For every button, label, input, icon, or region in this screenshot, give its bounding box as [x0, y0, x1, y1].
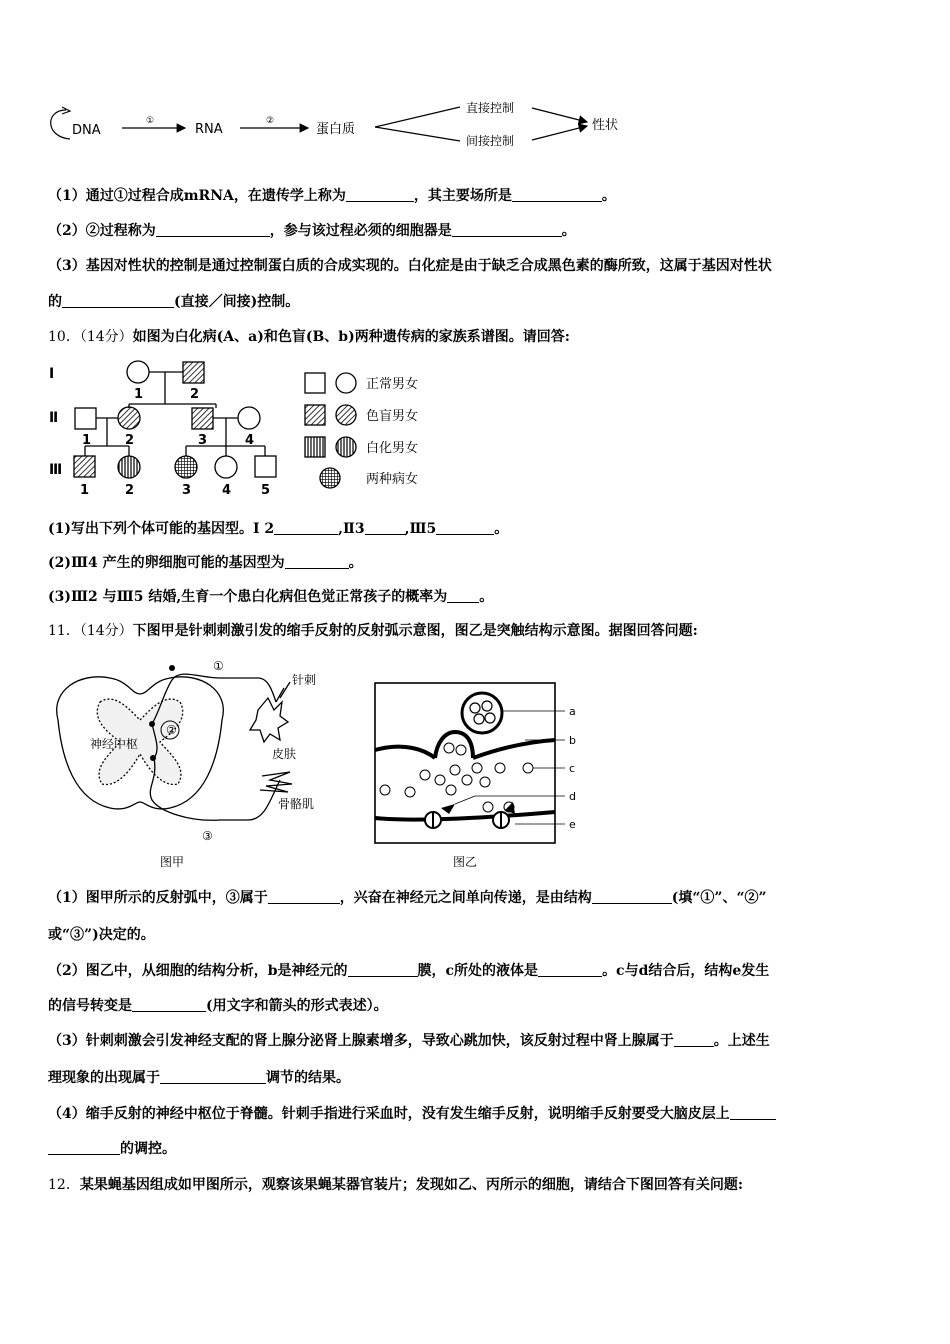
answer-blank[interactable] — [160, 1068, 266, 1084]
q11-part2-cont: 的信号转变是 (用文字和箭头的形式表述）。 — [48, 998, 388, 1014]
answer-blank[interactable] — [156, 221, 270, 237]
legend-albino: 白化男女 — [366, 441, 419, 456]
svg-text:1: 1 — [82, 433, 92, 448]
q9-part3: （3）基因对性状的控制是通过控制蛋白质的合成实现的。白化症是由于缺乏合成黑色素的酶所致，这属于基因对性状 — [48, 258, 772, 274]
answer-blank[interactable] — [365, 519, 405, 535]
q9-part3-cont: 的 (直接／间接)控制。 — [48, 294, 300, 310]
q11-part1: （1）图甲所示的反射弧中，③属于 ，兴奋在神经元之间单向传递，是由结构 (填“①”、“②” — [48, 890, 767, 906]
label-b: b — [569, 734, 576, 747]
legend-colorblind: 色盲男女 — [366, 409, 419, 424]
pedigree-I1 — [127, 361, 149, 383]
answer-blank[interactable] — [538, 961, 602, 977]
svg-text:2: 2 — [125, 433, 135, 448]
generation-1-label: Ⅰ — [49, 366, 55, 382]
q12-stem: 12．某果蝇基因组成如甲图所示，观察该果蝇某器官装片；发现如乙、丙所示的细胞，请结合下图回答有关问题: — [48, 1177, 743, 1193]
pedigree-III2 — [118, 456, 140, 478]
label-2: ② — [166, 723, 177, 737]
legend-normal: 正常男女 — [366, 377, 419, 392]
label-c: c — [569, 762, 576, 775]
q10-stem: 10．（14分）如图为白化病(A、a)和色盲(B、b)两种遗传病的家族系谱图。请回答: — [48, 329, 570, 345]
svg-text:3: 3 — [198, 433, 208, 448]
caption-yi: 图乙 — [453, 855, 478, 869]
q10-part1: (1)写出下列个体可能的基因型。Ⅰ 2 ,Ⅱ3 ,Ⅲ5 。 — [48, 521, 509, 537]
legend-both: 两种病女 — [366, 472, 419, 487]
pedigree-III5 — [255, 456, 276, 477]
svg-text:4: 4 — [245, 433, 255, 448]
gene-expression-diagram — [40, 95, 660, 155]
svg-text:2: 2 — [125, 483, 135, 498]
caption-jia: 图甲 — [160, 855, 185, 869]
direct-control-label: 直接控制 — [466, 101, 515, 115]
answer-blank[interactable] — [436, 519, 494, 535]
answer-blank[interactable] — [274, 519, 338, 535]
label-1: ① — [213, 659, 224, 673]
q11-part3: （3）针刺刺激会引发神经支配的肾上腺分泌肾上腺素增多，导致心跳加快，该反射过程中肾上腺属于 。上述生 — [48, 1033, 770, 1049]
question-number: 10．（14分） — [48, 329, 133, 345]
answer-blank[interactable] — [447, 587, 479, 603]
q11-part1-cont: 或“③”)决定的。 — [48, 927, 155, 943]
svg-text:3: 3 — [182, 483, 192, 498]
answer-blank[interactable] — [592, 888, 672, 904]
label-muscle: 骨骼肌 — [278, 797, 315, 811]
pedigree-II3 — [192, 408, 213, 429]
pedigree-chart — [40, 356, 440, 504]
protein-label: 蛋白质 — [316, 122, 356, 137]
pedigree-legend — [305, 373, 356, 488]
svg-text:1: 1 — [134, 387, 144, 402]
pedigree-I2 — [183, 362, 204, 383]
answer-blank[interactable] — [348, 961, 418, 977]
q9-part2: （2）②过程称为 ，参与该过程必须的细胞器是 。 — [48, 223, 576, 239]
svg-text:2: 2 — [190, 387, 200, 402]
q10-part2: (2)Ⅲ4 产生的卵细胞可能的基因型为 。 — [48, 555, 363, 571]
label-needle: 针刺 — [292, 673, 317, 687]
svg-text:5: 5 — [261, 483, 271, 498]
pedigree-II2 — [118, 407, 140, 429]
answer-blank[interactable] — [674, 1031, 714, 1047]
synapse-figure — [365, 680, 595, 875]
answer-blank[interactable] — [132, 996, 206, 1012]
question-number: 11．（14分） — [48, 623, 133, 639]
q11-stem: 11．（14分）下图甲是针刺刺激引发的缩手反射的反射弧示意图，图乙是突触结构示意图。据图回答问题: — [48, 623, 698, 639]
reflex-arc-figure — [40, 650, 340, 875]
step1-label: ① — [146, 116, 155, 126]
label-e: e — [569, 818, 576, 831]
q9-part1: （1）通过①过程合成mRNA，在遗传学上称为 ，其主要场所是 。 — [48, 188, 616, 204]
answer-blank[interactable] — [730, 1104, 776, 1120]
rna-label: RNA — [195, 122, 223, 137]
pedigree-III4 — [215, 456, 237, 478]
answer-blank[interactable] — [48, 1139, 120, 1155]
generation-2-label: Ⅱ — [49, 410, 59, 426]
svg-text:1: 1 — [80, 483, 90, 498]
pedigree-II1 — [75, 408, 96, 429]
q11-part4-cont: 的调控。 — [48, 1139, 176, 1159]
q10-part3: (3)Ⅲ2 与Ⅲ5 结婚,生育一个患白化病但色觉正常孩子的概率为 。 — [48, 589, 494, 605]
answer-blank[interactable] — [512, 186, 602, 202]
q11-part2: （2）图乙中，从细胞的结构分析，b是神经元的 膜，c所处的液体是 。c与d结合后，结构e发生 — [48, 963, 770, 979]
indirect-control-label: 间接控制 — [466, 134, 515, 148]
pedigree-II4 — [238, 407, 260, 429]
q11-part4: （4）缩手反射的神经中枢位于脊髓。针刺手指进行采血时，没有发生缩手反射，说明缩手反射要受大脑皮层上 — [48, 1104, 776, 1124]
label-skin: 皮肤 — [272, 747, 297, 761]
answer-blank[interactable] — [62, 292, 174, 308]
label-nerve-center: 神经中枢 — [90, 737, 139, 751]
label-a: a — [569, 705, 576, 718]
question-number: 12． — [48, 1177, 80, 1193]
generation-3-label: Ⅲ — [49, 462, 63, 478]
svg-text:4: 4 — [222, 483, 232, 498]
trait-label: 性状 — [592, 118, 619, 133]
dna-label: DNA — [72, 123, 101, 138]
label-d: d — [569, 790, 576, 803]
answer-blank[interactable] — [452, 221, 562, 237]
pedigree-III1 — [74, 456, 95, 477]
q11-part3-cont: 理现象的出现属于 调节的结果。 — [48, 1070, 350, 1086]
answer-blank[interactable] — [268, 888, 340, 904]
pedigree-III3 — [175, 456, 197, 478]
answer-blank[interactable] — [346, 186, 414, 202]
answer-blank[interactable] — [285, 553, 349, 569]
step2-label: ② — [266, 116, 275, 126]
label-3: ③ — [202, 829, 213, 843]
